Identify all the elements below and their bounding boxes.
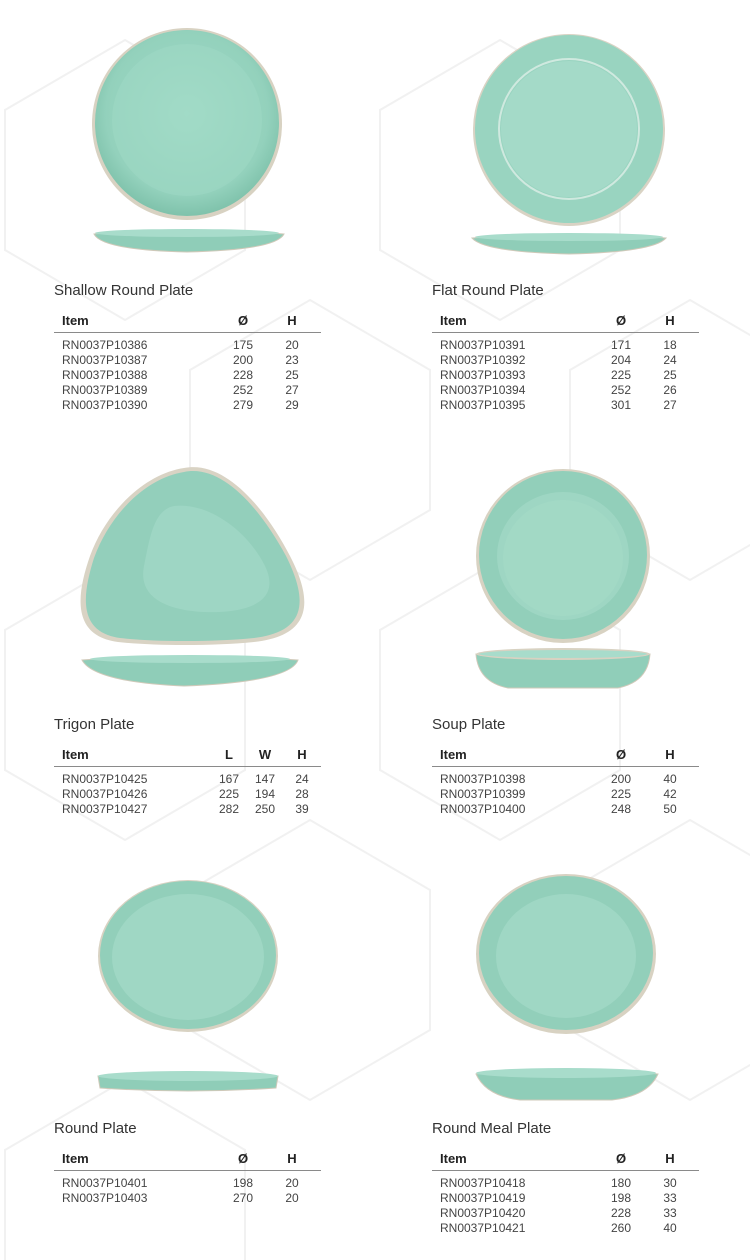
height-value: 33 <box>663 1191 677 1205</box>
column-header-diameter: Ø <box>223 1150 263 1171</box>
flat-round-plate-image <box>432 12 750 277</box>
spec-table <box>54 312 321 413</box>
item-code: RN0037P10393 <box>440 368 526 382</box>
product-title: Round Plate <box>54 1120 137 1137</box>
table-row <box>432 353 699 368</box>
column-header-height: H <box>641 1150 699 1171</box>
item-code: RN0037P10391 <box>440 338 526 352</box>
item-code: RN0037P10418 <box>440 1176 526 1190</box>
table-row <box>432 1171 699 1192</box>
table-row <box>432 787 699 802</box>
diameter-value: 228 <box>610 1206 632 1220</box>
height-value: 29 <box>285 398 299 412</box>
diameter-value: 200 <box>610 772 632 786</box>
length-value: 167 <box>218 772 240 786</box>
item-code: RN0037P10399 <box>440 787 526 801</box>
height-value: 23 <box>285 353 299 367</box>
spec-table <box>54 1150 321 1206</box>
width-value: 194 <box>254 787 276 801</box>
item-code: RN0037P10392 <box>440 353 526 367</box>
height-value: 18 <box>663 338 677 352</box>
height-value: 25 <box>285 368 299 382</box>
soup-plate-image <box>432 446 750 711</box>
height-value: 30 <box>663 1176 677 1190</box>
item-code: RN0037P10390 <box>62 398 148 412</box>
diameter-value: 198 <box>232 1176 254 1190</box>
item-code: RN0037P10427 <box>62 802 148 816</box>
table-row <box>54 787 321 802</box>
diameter-value: 200 <box>232 353 254 367</box>
table-row <box>432 767 699 788</box>
table-row <box>432 383 699 398</box>
table-row <box>432 1191 699 1206</box>
diameter-value: 279 <box>232 398 254 412</box>
item-code: RN0037P10400 <box>440 802 526 816</box>
height-value: 20 <box>285 1191 299 1205</box>
height-value: 25 <box>663 368 677 382</box>
column-header-item: Item <box>54 312 223 333</box>
spec-table <box>432 1150 699 1236</box>
diameter-value: 180 <box>610 1176 632 1190</box>
item-code: RN0037P10398 <box>440 772 526 786</box>
column-header-item: Item <box>432 1150 601 1171</box>
item-code: RN0037P10419 <box>440 1191 526 1205</box>
height-value: 42 <box>663 787 677 801</box>
column-header-height: H <box>641 746 699 767</box>
spec-table <box>54 746 321 817</box>
item-code: RN0037P10389 <box>62 383 148 397</box>
spec-table <box>432 746 699 817</box>
table-header-row <box>432 1150 699 1171</box>
table-row <box>54 383 321 398</box>
product-title: Flat Round Plate <box>432 282 544 299</box>
height-value: 27 <box>663 398 677 412</box>
height-value: 28 <box>295 787 309 801</box>
length-value: 225 <box>218 787 240 801</box>
table-row <box>432 1221 699 1236</box>
table-header-row <box>54 1150 321 1171</box>
table-row <box>432 1206 699 1221</box>
item-code: RN0037P10420 <box>440 1206 526 1220</box>
item-code: RN0037P10401 <box>62 1176 148 1190</box>
table-row <box>54 767 321 788</box>
height-value: 39 <box>295 802 309 816</box>
round-plate-image <box>54 850 374 1115</box>
diameter-value: 171 <box>610 338 632 352</box>
height-value: 20 <box>285 1176 299 1190</box>
width-value: 250 <box>254 802 276 816</box>
height-value: 24 <box>295 772 309 786</box>
item-code: RN0037P10426 <box>62 787 148 801</box>
column-header-item: Item <box>54 746 211 767</box>
height-value: 24 <box>663 353 677 367</box>
diameter-value: 225 <box>610 368 632 382</box>
column-header-item: Item <box>432 746 601 767</box>
diameter-value: 260 <box>610 1221 632 1235</box>
item-code: RN0037P10388 <box>62 368 148 382</box>
column-header-length: L <box>211 746 247 767</box>
column-header-height: H <box>263 312 321 333</box>
item-code: RN0037P10387 <box>62 353 148 367</box>
column-header-diameter: Ø <box>601 312 641 333</box>
column-header-diameter: Ø <box>601 1150 641 1171</box>
table-row <box>432 333 699 354</box>
height-value: 50 <box>663 802 677 816</box>
product-title: Soup Plate <box>432 716 506 733</box>
column-header-height: H <box>641 312 699 333</box>
diameter-value: 252 <box>610 383 632 397</box>
diameter-value: 301 <box>610 398 632 412</box>
product-title: Shallow Round Plate <box>54 282 194 299</box>
table-row <box>54 353 321 368</box>
diameter-value: 248 <box>610 802 632 816</box>
length-value: 282 <box>218 802 240 816</box>
diameter-value: 225 <box>610 787 632 801</box>
product-title: Trigon Plate <box>54 716 135 733</box>
diameter-value: 252 <box>232 383 254 397</box>
height-value: 27 <box>285 383 299 397</box>
column-header-height: H <box>283 746 321 767</box>
item-code: RN0037P10421 <box>440 1221 526 1235</box>
table-header-row <box>54 312 321 333</box>
item-code: RN0037P10395 <box>440 398 526 412</box>
trigon-plate-image <box>54 446 374 711</box>
width-value: 147 <box>254 772 276 786</box>
table-row <box>54 368 321 383</box>
diameter-value: 270 <box>232 1191 254 1205</box>
shallow-round-plate-image <box>54 12 374 277</box>
column-header-item: Item <box>54 1150 223 1171</box>
product-title: Round Meal Plate <box>432 1120 552 1137</box>
table-row <box>54 1191 321 1206</box>
table-header-row <box>54 746 321 767</box>
table-row <box>432 398 699 413</box>
diameter-value: 198 <box>610 1191 632 1205</box>
height-value: 33 <box>663 1206 677 1220</box>
diameter-value: 228 <box>232 368 254 382</box>
column-header-diameter: Ø <box>601 746 641 767</box>
diameter-value: 204 <box>610 353 632 367</box>
table-row <box>54 398 321 413</box>
item-code: RN0037P10394 <box>440 383 526 397</box>
table-header-row <box>432 746 699 767</box>
table-row <box>432 368 699 383</box>
item-code: RN0037P10403 <box>62 1191 148 1205</box>
height-value: 40 <box>663 1221 677 1235</box>
height-value: 40 <box>663 772 677 786</box>
table-row <box>54 1171 321 1192</box>
item-code: RN0037P10425 <box>62 772 148 786</box>
table-row <box>54 802 321 817</box>
column-header-item: Item <box>432 312 601 333</box>
height-value: 26 <box>663 383 677 397</box>
diameter-value: 175 <box>232 338 254 352</box>
height-value: 20 <box>285 338 299 352</box>
column-header-diameter: Ø <box>223 312 263 333</box>
table-row <box>54 333 321 354</box>
item-code: RN0037P10386 <box>62 338 148 352</box>
spec-table <box>432 312 699 413</box>
round-meal-plate-image <box>432 850 750 1115</box>
column-header-height: H <box>263 1150 321 1171</box>
table-header-row <box>432 312 699 333</box>
column-header-width: W <box>247 746 283 767</box>
table-row <box>432 802 699 817</box>
